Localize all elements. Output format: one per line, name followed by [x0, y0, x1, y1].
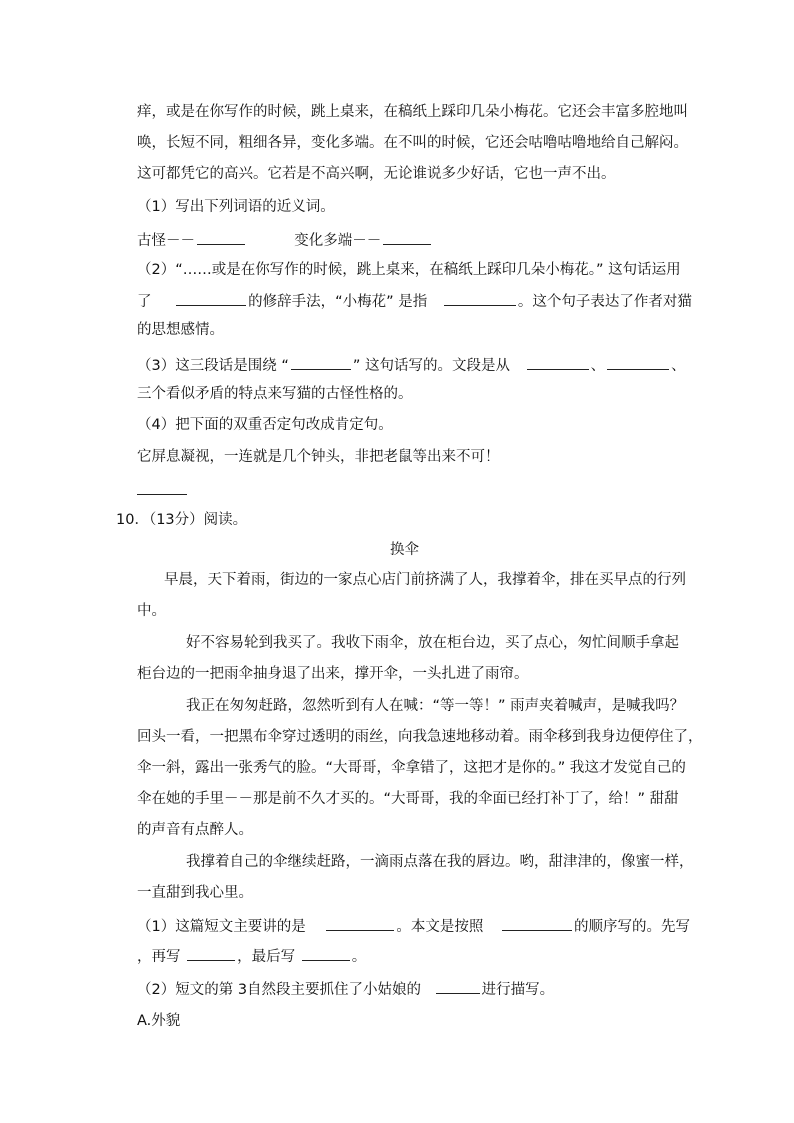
passage-p1-line-2: 中。: [137, 603, 166, 619]
passage-title: 换伞: [390, 542, 419, 558]
answer-blank[interactable]: [302, 945, 350, 961]
q3-sep-1: 、: [590, 358, 606, 374]
para-line-3: 这可都凭它的高兴。它若是不高兴啊，无论谁说多少好话，它也一声不出。: [137, 166, 616, 182]
q3-sep-2: 、: [671, 358, 686, 374]
pq2-text-a: （2）短文的第 3自然段主要抓住了小姑娘的: [137, 982, 422, 998]
answer-blank[interactable]: [326, 915, 394, 931]
passage-p4-line-1: 我撑着自己的伞继续赶路，一滴雨点落在我的唇边。哟，甜津津的，像蜜一样，: [186, 854, 694, 870]
answer-blank[interactable]: [436, 978, 480, 994]
answer-blank[interactable]: [607, 354, 669, 370]
answer-blank[interactable]: [176, 290, 246, 306]
question-1-words: [137, 229, 433, 251]
q2-text-a: 了: [137, 294, 152, 310]
passage-question-1-line-1: [137, 915, 690, 937]
word-2-label: 变化多端－－: [294, 233, 382, 249]
passage-p4-line-2: 一直甜到我心里。: [137, 885, 253, 901]
question-1-prompt: （1）写出下列词语的近义词。: [137, 199, 335, 215]
pq1-text-b: 。本文是按照: [396, 919, 484, 935]
q2-text-b: 的修辞手法，“小梅花” 是指: [248, 294, 428, 310]
answer-blank[interactable]: [291, 354, 351, 370]
answer-blank[interactable]: [527, 354, 589, 370]
question-4-sentence: 它屏息凝视，一连就是几个钟头，非把老鼠等出来不可！: [137, 449, 500, 465]
passage-p2-line-2: 柜台边的一把雨伞抽身退了出来，撑开伞，一头扎进了雨帘。: [137, 666, 529, 682]
question-3-line-2: 三个看似矛盾的特点来写猫的古怪性格的。: [137, 386, 413, 402]
pq1-text-e: ，最后写: [237, 949, 296, 965]
passage-p3-line-2: 回头一看，一把黑布伞穿过透明的雨丝，向我急速地移动着。雨伞移到我身边便停住了，: [137, 729, 703, 745]
answer-blank[interactable]: [137, 494, 187, 495]
answer-blank[interactable]: [383, 229, 431, 245]
option-a[interactable]: A.外貌: [137, 1013, 181, 1029]
q2-text-c: 。这个句子表达了作者对猫: [517, 294, 692, 310]
question-2-line-1: （2）“……或是在你写作的时候，跳上桌来，在稿纸上踩印几朵小梅花。” 这句话运用: [137, 262, 681, 278]
answer-blank[interactable]: [187, 945, 235, 961]
passage-p3-line-1: 我正在匆匆赶路，忽然听到有人在喊：“等一等！” 雨声夹着喊声，是喊我吗？: [186, 698, 685, 714]
passage-question-1-line-2: [137, 945, 366, 967]
passage-p2-line-1: 好不容易轮到我买了。我收下雨伞，放在柜台边，买了点心，匆忙间顺手拿起: [186, 635, 679, 651]
question-3-line-1: [137, 354, 686, 376]
pq2-text-b: 进行描写。: [481, 982, 555, 998]
pq1-text-a: （1）这篇短文主要讲的是: [137, 919, 306, 935]
question-10-header: 10．（13分）阅读。: [116, 512, 248, 528]
pq1-text-d: ，再写: [137, 949, 181, 965]
pq1-text-f: 。: [351, 949, 367, 965]
passage-p3-line-3: 伞一斜，露出一张秀气的脸。“大哥哥，伞拿错了，这把才是你的。” 我这才发觉自己的: [137, 760, 686, 776]
answer-blank[interactable]: [502, 915, 572, 931]
passage-p3-line-4: 伞在她的手里－－那是前不久才买的。“大哥哥，我的伞面已经打补丁了，给！” 甜甜: [137, 791, 679, 807]
passage-question-2: [137, 978, 554, 1000]
q3-text-b: ” 这句话写的。文段是从: [352, 358, 510, 374]
answer-blank[interactable]: [197, 229, 245, 245]
question-2-line-3: 的思想感情。: [137, 322, 224, 338]
answer-blank[interactable]: [444, 290, 516, 306]
passage-p3-line-5: 的声音有点醉人。: [137, 822, 253, 838]
question-2-line-2: [137, 290, 692, 312]
para-line-2: 唤，长短不同，粗细各异，变化多端。在不叫的时候，它还会咕噜咕噜地给自己解闷。: [137, 135, 688, 151]
para-line-1: 痒，或是在你写作的时候，跳上桌来，在稿纸上踩印几朵小梅花。它还会丰富多腔地叫: [137, 104, 688, 120]
q3-text-a: （3）这三段话是围绕 “: [137, 358, 289, 374]
passage-p1-line-1: 早晨，天下着雨，街边的一家点心店门前挤满了人，我撑着伞，排在买早点的行列: [164, 572, 686, 588]
word-1-label: 古怪－－: [137, 233, 195, 249]
question-4-prompt: （4）把下面的双重否定句改成肯定句。: [137, 417, 393, 433]
pq1-text-c: 的顺序写的。先写: [573, 919, 690, 935]
